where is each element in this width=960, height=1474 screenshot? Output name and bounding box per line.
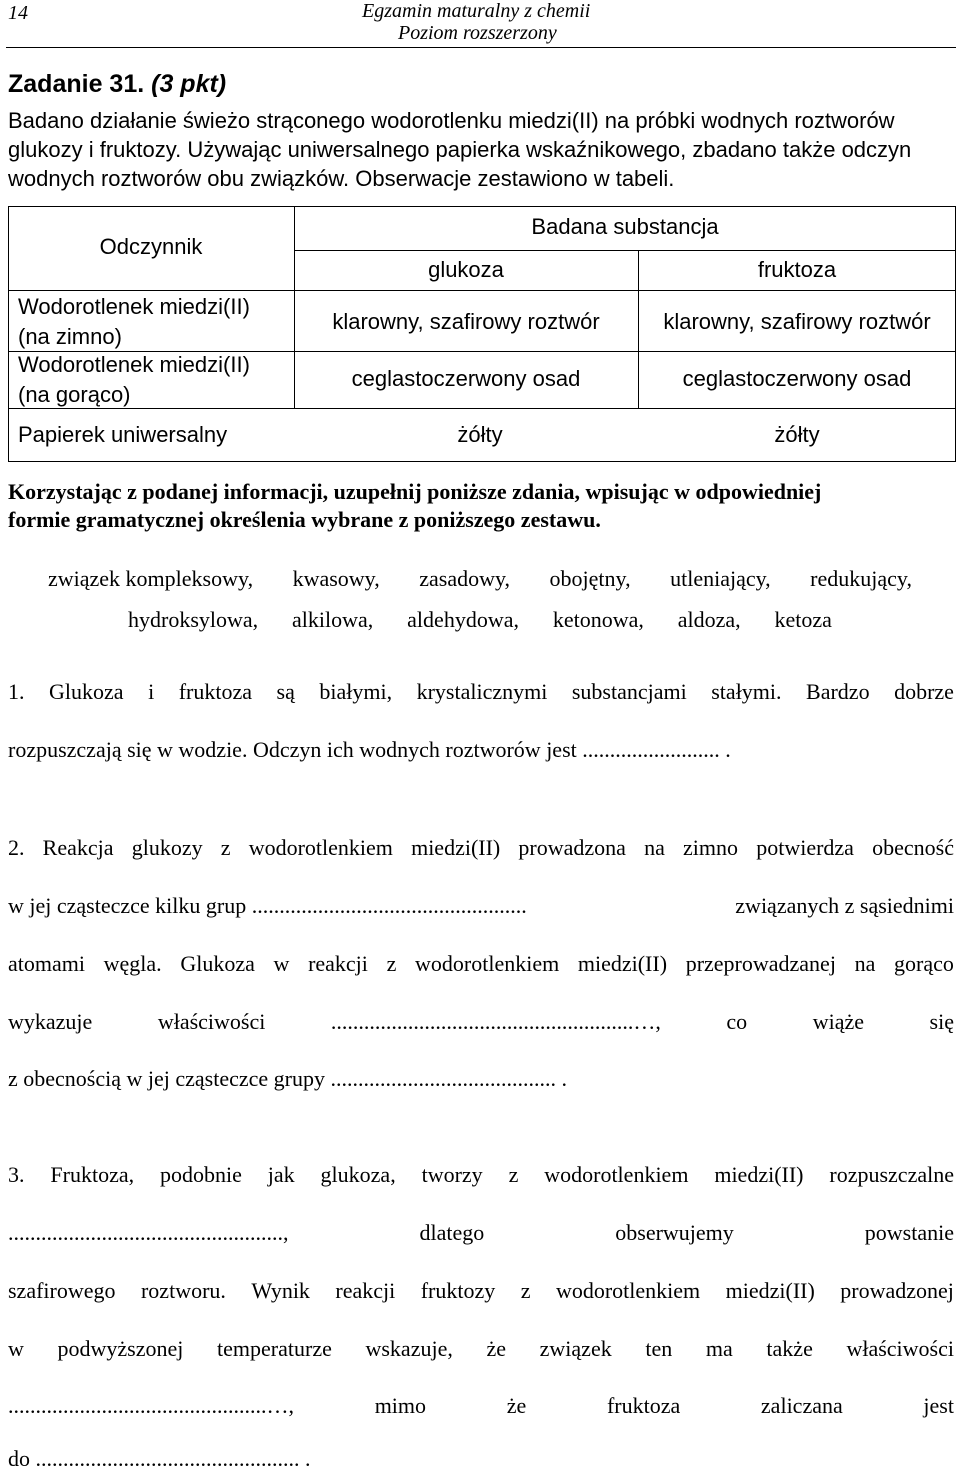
word: ..................................................,	[8, 1220, 289, 1245]
word-bank-term: hydroksylowa,	[128, 607, 259, 632]
word: glukozy	[131, 835, 203, 860]
word: w jej cząsteczce kilku grup ..................................................	[8, 893, 527, 918]
sentence-2-line-2	[8, 893, 954, 919]
word: miedzi(II)	[577, 951, 668, 976]
word: dobrze	[894, 679, 954, 704]
cell-fructose-cold: klarowny, szafirowy roztwór	[663, 309, 931, 334]
word: właściwości	[157, 1009, 266, 1034]
sentence-2-line-5: z obecnością w jej cząsteczce grupy ......................................... .	[8, 1066, 567, 1091]
cell-glucose-paper: żółty	[457, 422, 503, 447]
word: wskazuje,	[365, 1336, 453, 1361]
word: z	[386, 951, 397, 976]
task-points: (3 pkt)	[151, 70, 227, 98]
word: są	[276, 679, 295, 704]
table-divider-header	[8, 290, 956, 291]
word: Bardzo	[806, 679, 870, 704]
word-bank-term: redukujący,	[810, 566, 912, 591]
word: fruktoza	[606, 1393, 681, 1418]
intro-line-3: wodnych roztworów obu związków. Obserwacje zestawiono w tabeli.	[8, 166, 675, 191]
word: prowadzonej	[840, 1278, 954, 1303]
page-number: 14	[8, 2, 28, 24]
word: związek	[539, 1336, 612, 1361]
sentence-1-line-1	[8, 679, 954, 705]
word-bank-row-1	[48, 566, 912, 592]
table-border-bottom	[8, 461, 956, 462]
word: białymi,	[319, 679, 393, 704]
word: miedzi(II)	[714, 1162, 804, 1187]
word: tworzy	[421, 1162, 483, 1187]
word: wodorotlenkiem	[544, 1162, 689, 1187]
word: że	[486, 1336, 507, 1361]
word: związanych z sąsiednimi	[735, 893, 954, 918]
observations-table	[8, 206, 956, 462]
word-bank-term: alkilowa,	[292, 607, 374, 632]
word: jak	[267, 1162, 295, 1187]
row-label-cold-line1: Wodorotlenek miedzi(II)	[18, 294, 250, 319]
word: rozpuszczalne	[829, 1162, 954, 1187]
word: roztworu.	[140, 1278, 226, 1303]
word: wiąże	[812, 1009, 865, 1034]
word: że	[506, 1393, 527, 1418]
word: potwierdza	[756, 835, 854, 860]
row-label-cold-line2: (na zimno)	[18, 324, 122, 349]
word: zimno	[683, 835, 739, 860]
word: fruktozy	[420, 1278, 496, 1303]
fructose-header: fruktoza	[757, 257, 837, 282]
sentence-2-line-1	[8, 835, 954, 861]
word: z	[220, 835, 231, 860]
word: mimo	[374, 1393, 427, 1418]
word: na	[854, 951, 876, 976]
word: w	[8, 1336, 24, 1361]
sentence-3-line-2	[8, 1220, 954, 1246]
word: ma	[705, 1336, 733, 1361]
word-bank-term: obojętny,	[549, 566, 631, 591]
sentence-2-line-3	[8, 951, 954, 977]
reagent-header: Odczynnik	[99, 234, 203, 259]
word: stałymi.	[711, 679, 782, 704]
word: obserwujemy	[615, 1220, 734, 1245]
table-border-top	[8, 206, 956, 207]
word-bank-term: ketoza	[774, 607, 832, 632]
word-bank-term: związek kompleksowy,	[48, 566, 254, 591]
word: na	[644, 835, 665, 860]
word: węgla.	[103, 951, 162, 976]
row-label-cold	[18, 292, 250, 352]
word: podobnie	[159, 1162, 242, 1187]
word: atomami	[8, 951, 85, 976]
word: wykazuje	[8, 1009, 93, 1034]
substance-header: Badana substancja	[531, 214, 719, 239]
word: także	[766, 1336, 813, 1361]
word: Wynik	[251, 1278, 310, 1303]
word: prowadzona	[518, 835, 626, 860]
word: i	[148, 679, 155, 704]
word: reakcji	[335, 1278, 396, 1303]
word: powstanie	[864, 1220, 954, 1245]
word: .......................................................…,	[330, 1009, 661, 1034]
word: 1.	[8, 679, 25, 704]
word: reakcji	[308, 951, 368, 976]
word: zaliczana	[760, 1393, 843, 1418]
word: Fruktoza,	[50, 1162, 135, 1187]
word: glukoza,	[320, 1162, 396, 1187]
sentence-3-line-5	[8, 1393, 954, 1419]
word-bank-term: kwasowy,	[292, 566, 380, 591]
word-bank-term: aldehydowa,	[407, 607, 519, 632]
word: z	[508, 1162, 519, 1187]
intro-line-1: Badano działanie świeżo strąconego wodorotlenku miedzi(II) na próbki wodnych roztworów	[8, 108, 895, 133]
word: z	[520, 1278, 531, 1303]
cell-fructose-hot: ceglastoczerwony osad	[682, 366, 912, 391]
instruction-line-2: formie gramatycznej określenia wybrane z poniższego zestawu.	[8, 507, 601, 532]
intro-line-2: glukozy i fruktozy. Używając uniwersalnego papierka wskaźnikowego, zbadano także odczyn	[8, 137, 912, 162]
word: temperaturze	[217, 1336, 332, 1361]
row-label-paper: Papierek uniwersalny	[18, 422, 228, 447]
sentence-1-line-2: rozpuszczają się w wodzie. Odczyn ich wodnych roztworów jest ......................... .	[8, 737, 731, 762]
cell-glucose-hot: ceglastoczerwony osad	[351, 366, 581, 391]
word: co	[726, 1009, 748, 1034]
task-heading	[8, 70, 226, 99]
word: podwyższonej	[57, 1336, 184, 1361]
table-divider-subheader	[294, 250, 956, 251]
word: 3.	[8, 1162, 25, 1187]
word: ten	[645, 1336, 673, 1361]
word: dlatego	[419, 1220, 485, 1245]
word: jest	[923, 1393, 954, 1418]
row-label-hot	[18, 350, 250, 410]
sentence-3-line-6: do ................................................ .	[8, 1446, 311, 1471]
cell-fructose-paper: żółty	[774, 422, 820, 447]
sentence-3-line-1	[8, 1162, 954, 1188]
sentence-3-line-4	[8, 1336, 954, 1362]
word-bank-row-2	[128, 607, 832, 633]
word: wodorotlenkiem	[415, 951, 560, 976]
word: Reakcja	[42, 835, 114, 860]
word: szafirowego	[8, 1278, 116, 1303]
word: miedzi(II)	[725, 1278, 815, 1303]
word: w	[273, 951, 290, 976]
sentence-3-line-3	[8, 1278, 954, 1304]
row-label-hot-line1: Wodorotlenek miedzi(II)	[18, 352, 250, 377]
word: wodorotlenkiem	[555, 1278, 701, 1303]
exam-title: Egzamin maturalny z chemii	[362, 0, 591, 22]
word-bank-term: aldoza,	[677, 607, 741, 632]
word: wodorotlenkiem	[248, 835, 393, 860]
cell-glucose-cold: klarowny, szafirowy roztwór	[332, 309, 600, 334]
header-divider	[6, 47, 956, 48]
instruction-line-1: Korzystając z podanej informacji, uzupełnij poniższe zdania, wpisując w odpowiedniej	[8, 479, 822, 504]
word: Glukoza	[180, 951, 255, 976]
word-bank-term: ketonowa,	[552, 607, 644, 632]
word: obecność	[872, 835, 954, 860]
row-label-hot-line2: (na gorąco)	[18, 382, 131, 407]
exam-level: Poziom rozszerzony	[398, 22, 557, 44]
task-title: Zadanie 31.	[8, 70, 145, 98]
word-bank-term: zasadowy,	[419, 566, 511, 591]
word: miedzi(II)	[411, 835, 501, 860]
word: ...............................................…,	[8, 1393, 294, 1418]
word: przeprowadzanej	[685, 951, 836, 976]
glucose-header: glukoza	[428, 257, 504, 282]
word: Glukoza	[49, 679, 124, 704]
word: 2.	[8, 835, 25, 860]
word: się	[929, 1009, 954, 1034]
word-bank-term: utleniający,	[670, 566, 771, 591]
sentence-2-line-4	[8, 1009, 954, 1035]
word: właściwości	[846, 1336, 954, 1361]
word: fruktoza	[178, 679, 252, 704]
word: krystalicznymi	[416, 679, 548, 704]
word: gorąco	[894, 951, 954, 976]
word: substancjami	[571, 679, 687, 704]
